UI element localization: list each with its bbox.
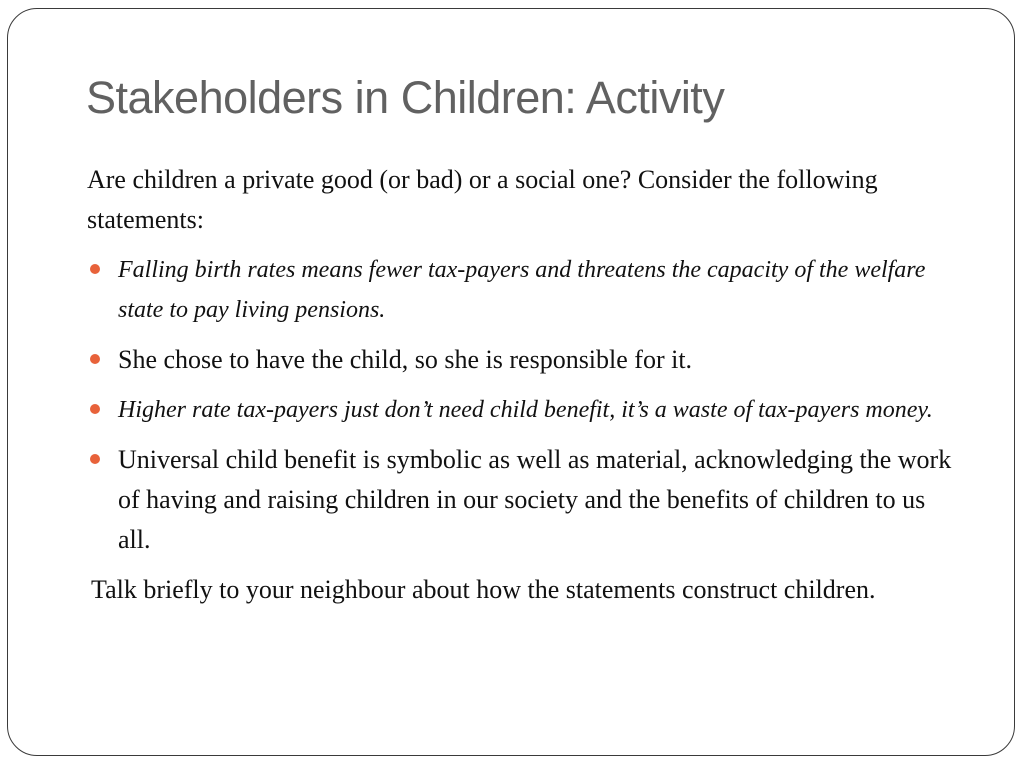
- statement-text: Universal child benefit is symbolic as well as material, acknowledging the work of having and raising children in our society and the benefits of children to us all.: [118, 445, 952, 554]
- slide-body: [87, 160, 957, 610]
- statement-item: [87, 340, 957, 380]
- statement-item: [87, 440, 957, 560]
- statement-list: [87, 250, 957, 560]
- statement-item: [87, 390, 957, 430]
- statement-item: [87, 250, 957, 330]
- bullet-dot-icon: [90, 404, 100, 414]
- statement-text: Higher rate tax-payers just don’t need child benefit, it’s a waste of tax-payers money.: [118, 397, 933, 423]
- bullet-dot-icon: [90, 454, 100, 464]
- bullet-dot-icon: [90, 264, 100, 274]
- intro-text: Are children a private good (or bad) or a social one? Consider the following statements:: [87, 165, 878, 234]
- statement-text: She chose to have the child, so she is responsible for it.: [118, 345, 693, 374]
- statement-text: Falling birth rates means fewer tax-payers and threatens the capacity of the welfare state to pay living pensions.: [118, 257, 926, 323]
- slide-title: Stakeholders in Children: Activity: [86, 72, 725, 123]
- bullet-dot-icon: [90, 354, 100, 364]
- closing-text: Talk briefly to your neighbour about how the statements construct children.: [91, 575, 876, 604]
